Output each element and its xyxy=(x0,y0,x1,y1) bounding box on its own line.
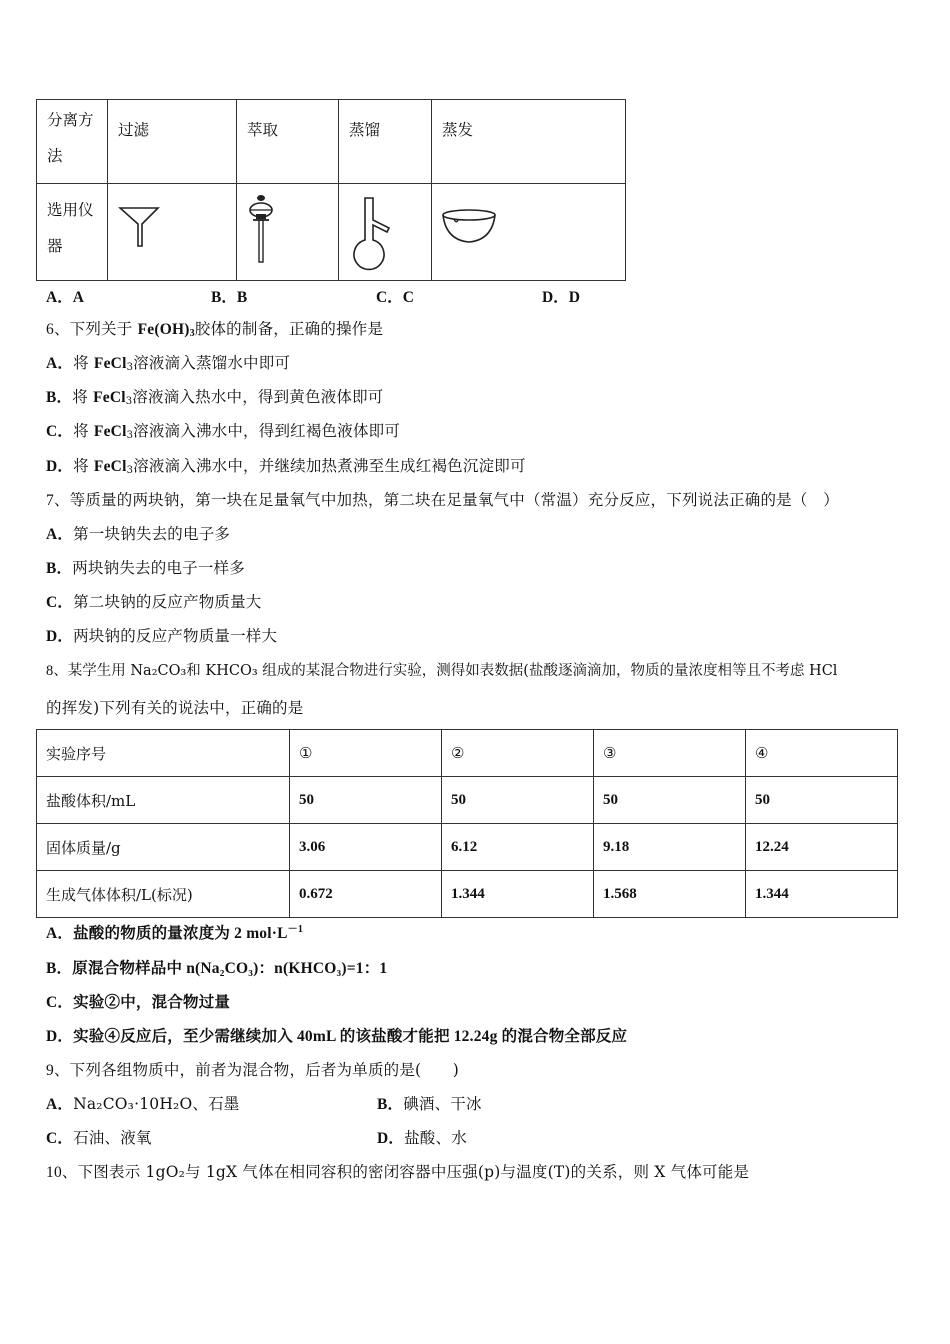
table-cell: 0.672 xyxy=(290,871,442,918)
distillation-flask-icon xyxy=(347,194,407,274)
q8-option-c[interactable]: C．实验②中，混合物过量 xyxy=(46,994,231,1011)
row-header-method: 分离方法 xyxy=(37,100,108,184)
q9-option-a[interactable]: A．Na₂CO₃·10H₂O、石墨 xyxy=(46,1095,240,1113)
method-distillation: 蒸馏 xyxy=(339,100,432,184)
q5-option-d[interactable]: D．D xyxy=(542,289,580,306)
q9-option-b[interactable]: B．碘酒、干冰 xyxy=(377,1095,482,1113)
table-cell: 1.344 xyxy=(746,871,898,918)
row-label: 盐酸体积/mL xyxy=(37,777,290,824)
header-cell: ④ xyxy=(746,730,898,777)
header-cell: ② xyxy=(442,730,594,777)
funnel-icon xyxy=(118,202,178,262)
q9-option-d[interactable]: D．盐酸、水 xyxy=(377,1129,467,1147)
table-cell: 50 xyxy=(594,777,746,824)
separation-methods-table xyxy=(36,99,626,281)
table-cell: 50 xyxy=(290,777,442,824)
experiment-data-table xyxy=(36,729,898,918)
q8-stem-line2: 的挥发)下列有关的说法中，正确的是 xyxy=(46,699,304,717)
table-cell: 50 xyxy=(442,777,594,824)
q5-option-c[interactable]: C．C xyxy=(376,289,414,306)
table-cell: 9.18 xyxy=(594,824,746,871)
table-cell: 1.344 xyxy=(442,871,594,918)
table-row xyxy=(37,777,898,824)
method-evaporation: 蒸发 xyxy=(432,100,626,184)
q9-stem: 9、下列各组物质中，前者为混合物，后者为单质的是( ) xyxy=(46,1061,459,1079)
instrument-cell-evaporating-dish xyxy=(432,184,626,281)
header-cell: ① xyxy=(290,730,442,777)
row-header-instrument: 选用仪器 xyxy=(37,184,108,281)
q6-option-a[interactable]: A．将 FeCl$_3$溶液滴入蒸馏水中即可 xyxy=(46,354,291,373)
table-row xyxy=(37,871,898,918)
instrument-cell-separatory-funnel xyxy=(237,184,339,281)
q7-option-b[interactable]: B．两块钠失去的电子一样多 xyxy=(46,559,245,577)
table-cell: 3.06 xyxy=(290,824,442,871)
table-header-row xyxy=(37,730,898,777)
instrument-cell-funnel xyxy=(108,184,237,281)
q10-stem: 10、下图表示 1gO₂与 1gX 气体在相同容积的密闭容器中压强(p)与温度(T)的关系，则 X 气体可能是 xyxy=(46,1163,750,1181)
q7-stem: 7、等质量的两块钠，第一块在足量氧气中加热，第二块在足量氧气中（常温）充分反应，下列说法正确的是（ ） xyxy=(46,491,839,509)
q5-option-b[interactable]: B．B xyxy=(211,289,248,306)
table-row xyxy=(37,824,898,871)
row-label: 生成气体体积/L(标况) xyxy=(37,871,290,918)
q8-stem-line1: 8、某学生用 Na₂CO₃和 KHCO₃ 组成的某混合物进行实验，测得如表数据(盐酸逐滴滴加，物质的量浓度相等且不考虑 HCl xyxy=(46,663,838,679)
instrument-cell-distillation-flask xyxy=(339,184,432,281)
row-label: 固体质量/g xyxy=(37,824,290,871)
q5-option-a[interactable]: A．A xyxy=(46,289,84,306)
q8-option-a[interactable]: A．盐酸的物质的量浓度为 2 $mol\cdot L^{-1}$ xyxy=(46,924,304,942)
q6-option-c[interactable]: C．将 FeCl$_3$溶液滴入沸水中，得到红褐色液体即可 xyxy=(46,422,401,441)
q7-option-a[interactable]: A．第一块钠失去的电子多 xyxy=(46,525,231,543)
table-cell: 6.12 xyxy=(442,824,594,871)
evaporating-dish-icon xyxy=(442,206,512,256)
q6-option-d[interactable]: D．将 FeCl$_3$溶液滴入沸水中，并继续加热煮沸至生成红褐色沉淀即可 xyxy=(46,457,526,476)
header-cell: 实验序号 xyxy=(37,730,290,777)
q6-option-b[interactable]: B．将 FeCl$_3$溶液滴入热水中，得到黄色液体即可 xyxy=(46,388,384,407)
table-cell: 50 xyxy=(746,777,898,824)
method-filtration: 过滤 xyxy=(108,100,237,184)
q7-option-c[interactable]: C．第二块钠的反应产物质量大 xyxy=(46,593,262,611)
header-cell: ③ xyxy=(594,730,746,777)
method-extraction: 萃取 xyxy=(237,100,339,184)
q8-option-b[interactable]: B．原混合物样品中 n(Na₂CO₃)：n(KHCO₃)=1：1 xyxy=(46,960,388,977)
separatory-funnel-icon xyxy=(245,190,285,270)
q8-option-d[interactable]: D．实验④反应后，至少需继续加入 40mL 的该盐酸才能把 12.24g 的混合物全部反应 xyxy=(46,1028,628,1045)
table-cell: 12.24 xyxy=(746,824,898,871)
q6-stem: 6、下列关于 $Fe(OH)_3$胶体的制备，正确的操作是 xyxy=(46,320,384,339)
table-cell: 1.568 xyxy=(594,871,746,918)
q7-option-d[interactable]: D．两块钠的反应产物质量一样大 xyxy=(46,627,278,645)
q9-option-c[interactable]: C．石油、液氧 xyxy=(46,1129,152,1147)
